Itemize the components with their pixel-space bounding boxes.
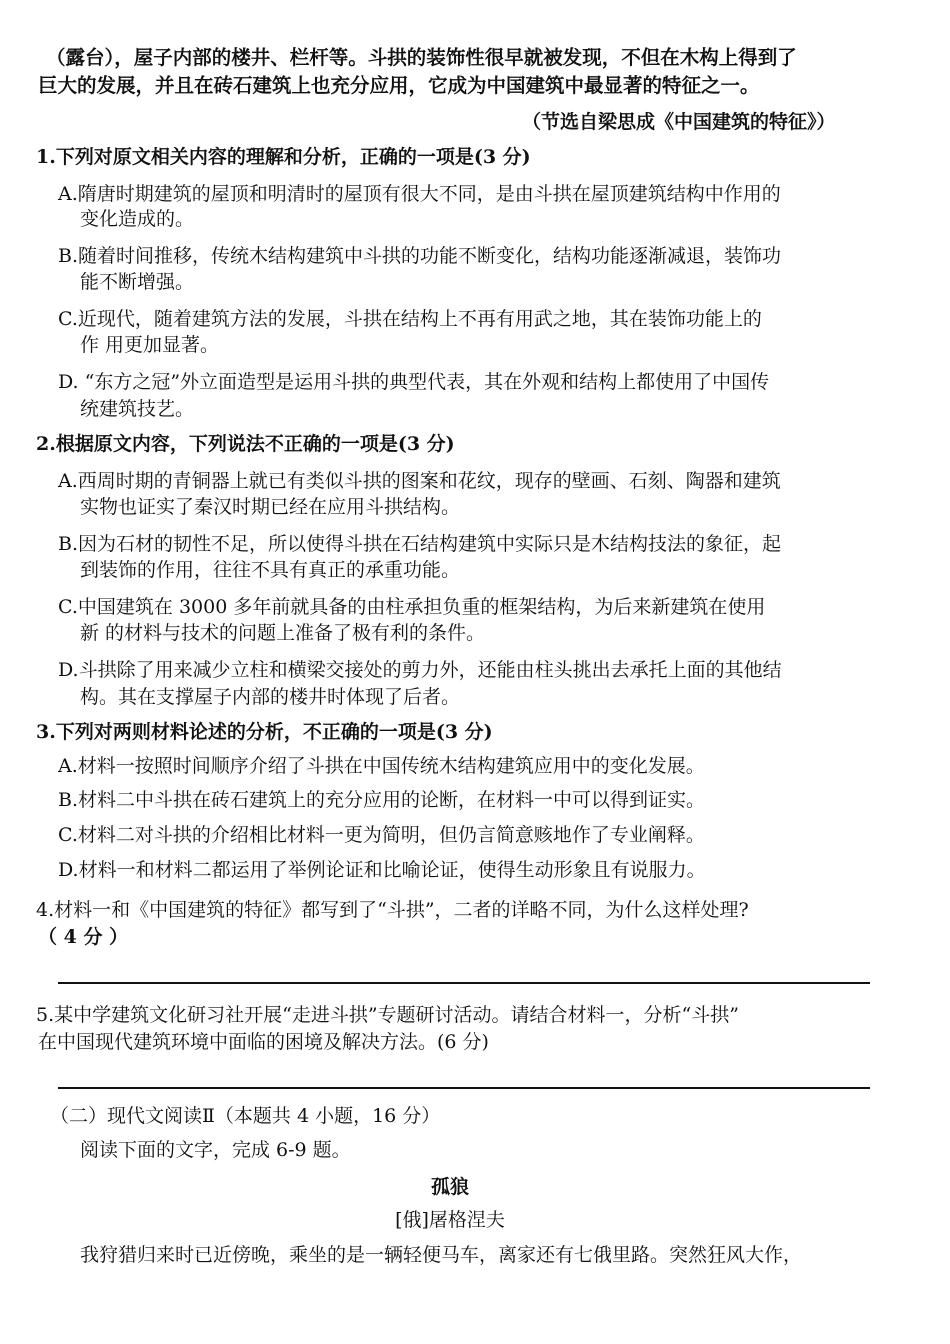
q2-option-c-line2: 新 的材料与技术的问题上准备了极有利的条件。 — [80, 622, 486, 644]
question-2-stem: 2.根据原文内容，下列说法不正确的一项是(3 分) — [36, 433, 455, 455]
question-5-line2: 在中国现代建筑环境中面临的困境及解决方法。(6 分) — [38, 1031, 489, 1053]
q1-option-c-line1: C.近现代，随着建筑方法的发展，斗拱在结构上不再有用武之地，其在装饰功能上的 — [58, 308, 762, 330]
source-citation: （节选自梁思成《中国建筑的特征》） — [522, 111, 836, 133]
q2-option-d-line2: 构。其在支撑屋子内部的楼井时体现了后者。 — [80, 686, 461, 708]
section-2-instruction: 阅读下面的文字，完成 6-9 题。 — [80, 1139, 351, 1161]
story-paragraph-1: 我狩猎归来时已近傍晚，乘坐的是一辆轻便马车，离家还有七俄里路。突然狂风大作， — [80, 1244, 803, 1266]
story-title: 孤狼 — [430, 1176, 469, 1198]
q3-option-c: C.材料二对斗拱的介绍相比材料一更为简明，但仍言简意赅地作了专业阐释。 — [58, 824, 705, 846]
answer-line-q5 — [58, 1087, 870, 1089]
q2-option-b-line2: 到装饰的作用，往往不具有真正的承重功能。 — [80, 559, 461, 581]
q3-option-d: D.材料一和材料二都运用了举例论证和比喻论证，使得生动形象且有说服力。 — [58, 859, 706, 881]
question-1-stem: 1.下列对原文相关内容的理解和分析，正确的一项是(3 分) — [36, 146, 531, 168]
q3-option-a: A.材料一按照时间顺序介绍了斗拱在中国传统木结构建筑应用中的变化发展。 — [58, 755, 705, 777]
q1-option-d-line1: D. “东方之冠”外立面造型是运用斗拱的典型代表，其在外观和结构上都使用了中国传 — [58, 371, 770, 393]
intro-line-2: 巨大的发展，并且在砖石建筑上也充分应用，它成为中国建筑中最显著的特征之一。 — [38, 74, 760, 97]
intro-line-1: （露台），屋子内部的楼井、栏杆等。斗拱的装饰性很早就被发现，不但在木构上得到了 — [46, 46, 797, 69]
q2-option-d-line1: D.斗拱除了用来减少立柱和横梁交接处的剪力外，还能由柱头挑出去承托上面的其他结 — [58, 659, 782, 681]
q1-option-c-line2: 作 用更加显著。 — [80, 334, 220, 356]
section-2-heading: （二）现代文阅读Ⅱ（本题共 4 小题，16 分） — [50, 1105, 441, 1127]
q1-option-a-line2: 变化造成的。 — [80, 208, 195, 230]
q1-option-d-line2: 统建筑技艺。 — [80, 398, 195, 420]
story-author: [俄]屠格涅夫 — [395, 1209, 505, 1231]
q1-option-b-line1: B.随着时间推移，传统木结构建筑中斗拱的功能不断变化，结构功能逐渐减退，装饰功 — [58, 245, 782, 267]
question-4-score: （ 4 分 ） — [38, 926, 129, 948]
q2-option-a-line2: 实物也证实了秦汉时期已经在应用斗拱结构。 — [80, 496, 461, 518]
answer-line-q4 — [58, 982, 870, 984]
q2-option-c-line1: C.中国建筑在 3000 多年前就具备的由柱承担负重的框架结构，为后来新建筑在使用 — [58, 596, 766, 618]
question-3-stem: 3.下列对两则材料论述的分析，不正确的一项是(3 分) — [36, 721, 493, 743]
q1-option-a-line1: A.隋唐时期建筑的屋顶和明清时的屋顶有很大不同，是由斗拱在屋顶建筑结构中作用的 — [58, 183, 781, 205]
q2-option-b-line1: B.因为石材的韧性不足，所以使得斗拱在石结构建筑中实际只是木结构技法的象征，起 — [58, 533, 782, 555]
q1-option-b-line2: 能不断增强。 — [80, 271, 195, 293]
question-5-line1: 5.某中学建筑文化研习社开展“走进斗拱”专题研讨活动。请结合材料一，分析“斗拱” — [36, 1004, 739, 1026]
q2-option-a-line1: A.西周时期的青铜器上就已有类似斗拱的图案和花纹，现存的壁画、石刻、陶器和建筑 — [58, 470, 781, 492]
question-4-stem: 4.材料一和《中国建筑的特征》都写到了“斗拱”，二者的详略不同，为什么这样处理? — [36, 899, 749, 921]
q3-option-b: B.材料二中斗拱在砖石建筑上的充分应用的论断，在材料一中可以得到证实。 — [58, 789, 706, 811]
